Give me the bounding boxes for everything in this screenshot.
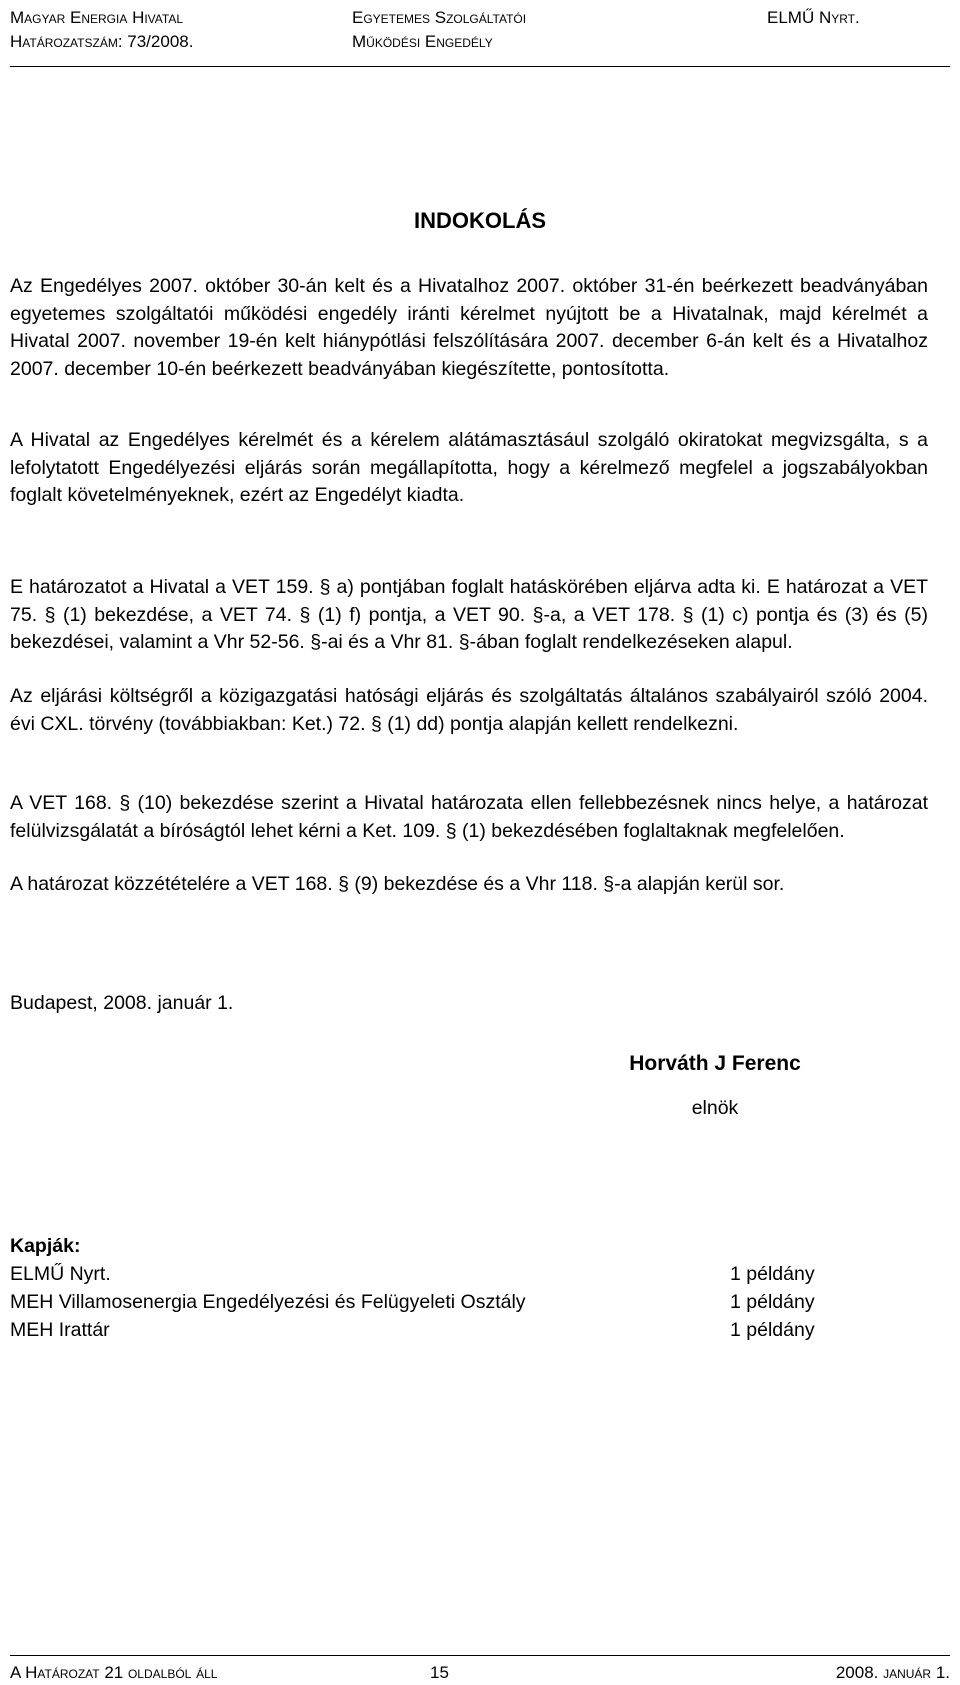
copy-count: 1 példány: [730, 1319, 815, 1341]
footer-page-number: 15: [430, 1663, 449, 1682]
copy-count: 1 példány: [730, 1263, 815, 1285]
signer-title: elnök: [691, 1097, 739, 1119]
header-left: [10, 6, 193, 54]
header-right: [767, 6, 860, 30]
section-title: INDOKOLÁS: [414, 208, 546, 233]
page-header: [10, 6, 950, 51]
recipient-name: MEH Villamosenergia Engedélyezési és Felügyeleti Osztály: [10, 1291, 526, 1313]
paragraph-publication: A határozat közzétételére a VET 168. § (9) bekezdése és a Vhr 118. §-a alapján kerül sor.: [10, 873, 785, 895]
paragraph-examination: A Hivatal az Engedélyes kérelmét és a kérelem alátámasztásául szolgáló okiratokat megvizsgálta, s a lefolytatott Engedélyezési eljárás során megállapította, hogy a kérelmező megfelel a jogszabályokban foglalt követelményeknek, ezért az Engedélyt kiadta.: [10, 429, 928, 506]
paragraph-appeal: A VET 168. § (10) bekezdése szerint a Hivatal határozata ellen fellebbezésnek nincs helye, a határozat felülvizsgálatát a bíróságtól lehet kérni a Ket. 109. § (1) bekezdésében foglaltaknak megfelelően.: [10, 792, 928, 842]
paragraph-procedure-costs: Az eljárási költségről a közigazgatási hatósági eljárás és szolgáltatás általános szabályairól szóló 2004. évi CXL. törvény (továbbiakban: Ket.) 72. § (1) dd) pontja alapján kellett rendelkezni.: [10, 685, 928, 735]
footer-divider: [10, 1655, 950, 1656]
distribution-row: [10, 1260, 910, 1288]
recipient-name: ELMŰ Nyrt.: [10, 1263, 111, 1285]
place-and-date: Budapest, 2008. január 1.: [10, 992, 234, 1014]
copy-count: 1 példány: [730, 1291, 815, 1313]
header-middle: [352, 6, 526, 54]
header-document-type-line2: Működési Engedély: [352, 32, 493, 51]
distribution-heading: Kapják:: [10, 1235, 81, 1257]
recipient-name: MEH Irattár: [10, 1319, 110, 1341]
distribution-list: [10, 1232, 910, 1344]
distribution-row: [10, 1288, 910, 1316]
distribution-row: [10, 1316, 910, 1344]
header-resolution-number: Határozatszám: 73/2008.: [10, 32, 194, 51]
header-licensee: ELMŰ Nyrt.: [767, 8, 860, 27]
header-document-type-line1: Egyetemes Szolgáltatói: [352, 8, 527, 27]
paragraph-legal-basis: E határozatot a Hivatal a VET 159. § a) pontjában foglalt hatáskörében eljárva adta ki. E határozat a VET 75. § (1) bekezdése, a VET 74. § (1) f) pontja, a VET 90. §-a, a VET 178. § (1) c) pontja és (3) és (5) bekezdései, valamint a Vhr 52-56. §-ai és a Vhr 81. §-ában foglalt rendelkezéseken alapul.: [10, 576, 928, 653]
footer-page-total: A Határozat 21 oldalból áll: [10, 1663, 218, 1682]
paragraph-application: Az Engedélyes 2007. október 30-án kelt és a Hivatalhoz 2007. október 31-én beérkezett beadványában egyetemes szolgáltatói működési engedély iránti kérelmet nyújtott be a Hivatalnak, majd kérelmét a Hivatal 2007. november 19-én kelt hiánypótlási felszólítására 2007. december 6-án kelt és a Hivatalhoz 2007. december 10-én beérkezett beadványában kiegészítette, pontosította.: [10, 275, 928, 380]
header-authority: Magyar Energia Hivatal: [10, 8, 184, 27]
header-divider: [10, 66, 950, 67]
signer-name: Horváth J Ferenc: [629, 1052, 801, 1075]
footer-date: 2008. január 1.: [835, 1663, 950, 1682]
